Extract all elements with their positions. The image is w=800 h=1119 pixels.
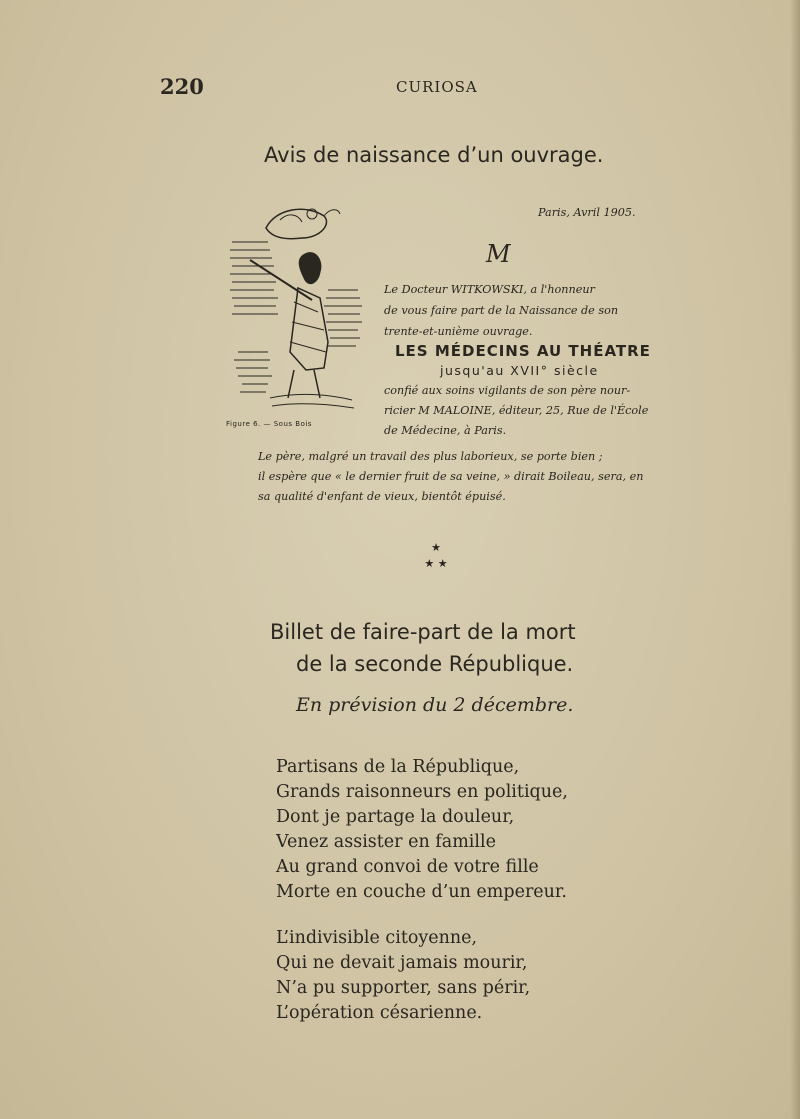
engraving-illustration xyxy=(228,202,368,414)
book-title: LES MÉDECINS AU THÉATRE xyxy=(395,342,651,360)
page-edge-shadow xyxy=(790,0,800,1119)
verse-line: L’opération césarienne. xyxy=(276,1003,483,1023)
section-title-billet-line1: Billet de faire-part de la mort xyxy=(270,620,576,644)
paragraph-line: Le père, malgré un travail des plus laborieux, se porte bien ; xyxy=(258,450,603,463)
star-icon: ★ xyxy=(431,541,441,554)
verse-line: L’indivisible citoyenne, xyxy=(276,928,478,948)
section-subtitle: En prévision du 2 décembre. xyxy=(296,694,574,716)
asterism-separator xyxy=(424,540,448,572)
announcement-line: ricier M MALOINE, éditeur, 25, Rue de l'École xyxy=(384,404,649,417)
page-number: 220 xyxy=(160,74,204,99)
verse-line: Au grand convoi de votre fille xyxy=(276,857,539,877)
verse-line: Grands raisonneurs en politique, xyxy=(276,782,568,802)
book-subtitle: jusqu'au XVII° siècle xyxy=(440,363,599,378)
verse-line: N’a pu supporter, sans périr, xyxy=(276,978,531,998)
section-title-billet-line2: de la seconde République. xyxy=(296,652,574,676)
verse-line: Dont je partage la douleur, xyxy=(276,807,515,827)
running-head: CURIOSA xyxy=(396,78,478,96)
announcement-line: de Médecine, à Paris. xyxy=(384,424,507,437)
illustration-caption: Figure 6. — Sous Bois xyxy=(226,420,312,428)
section-title-avis: Avis de naissance d’un ouvrage. xyxy=(264,143,604,167)
verse-line: Partisans de la République, xyxy=(276,757,520,777)
announcement-line: confié aux soins vigilants de son père nour- xyxy=(384,384,631,397)
star-icon: ★ ★ xyxy=(424,557,448,570)
announcement-line: de vous faire part de la Naissance de son xyxy=(384,304,619,317)
verse-line: Venez assister en famille xyxy=(276,832,496,852)
paragraph-line: il espère que « le dernier fruit de sa veine, » dirait Boileau, sera, en xyxy=(258,470,644,483)
dateline: Paris, Avril 1905. xyxy=(538,206,636,219)
announcement-line: Le Docteur WITKOWSKI, a l'honneur xyxy=(384,283,595,296)
paragraph-line: sa qualité d'enfant de vieux, bientôt épuisé. xyxy=(258,490,506,503)
announcement-line: trente-et-unième ouvrage. xyxy=(384,325,533,338)
verse-line: Qui ne devait jamais mourir, xyxy=(276,953,528,973)
verse-line: Morte en couche d’un empereur. xyxy=(276,882,567,902)
monogram: M xyxy=(486,240,511,268)
